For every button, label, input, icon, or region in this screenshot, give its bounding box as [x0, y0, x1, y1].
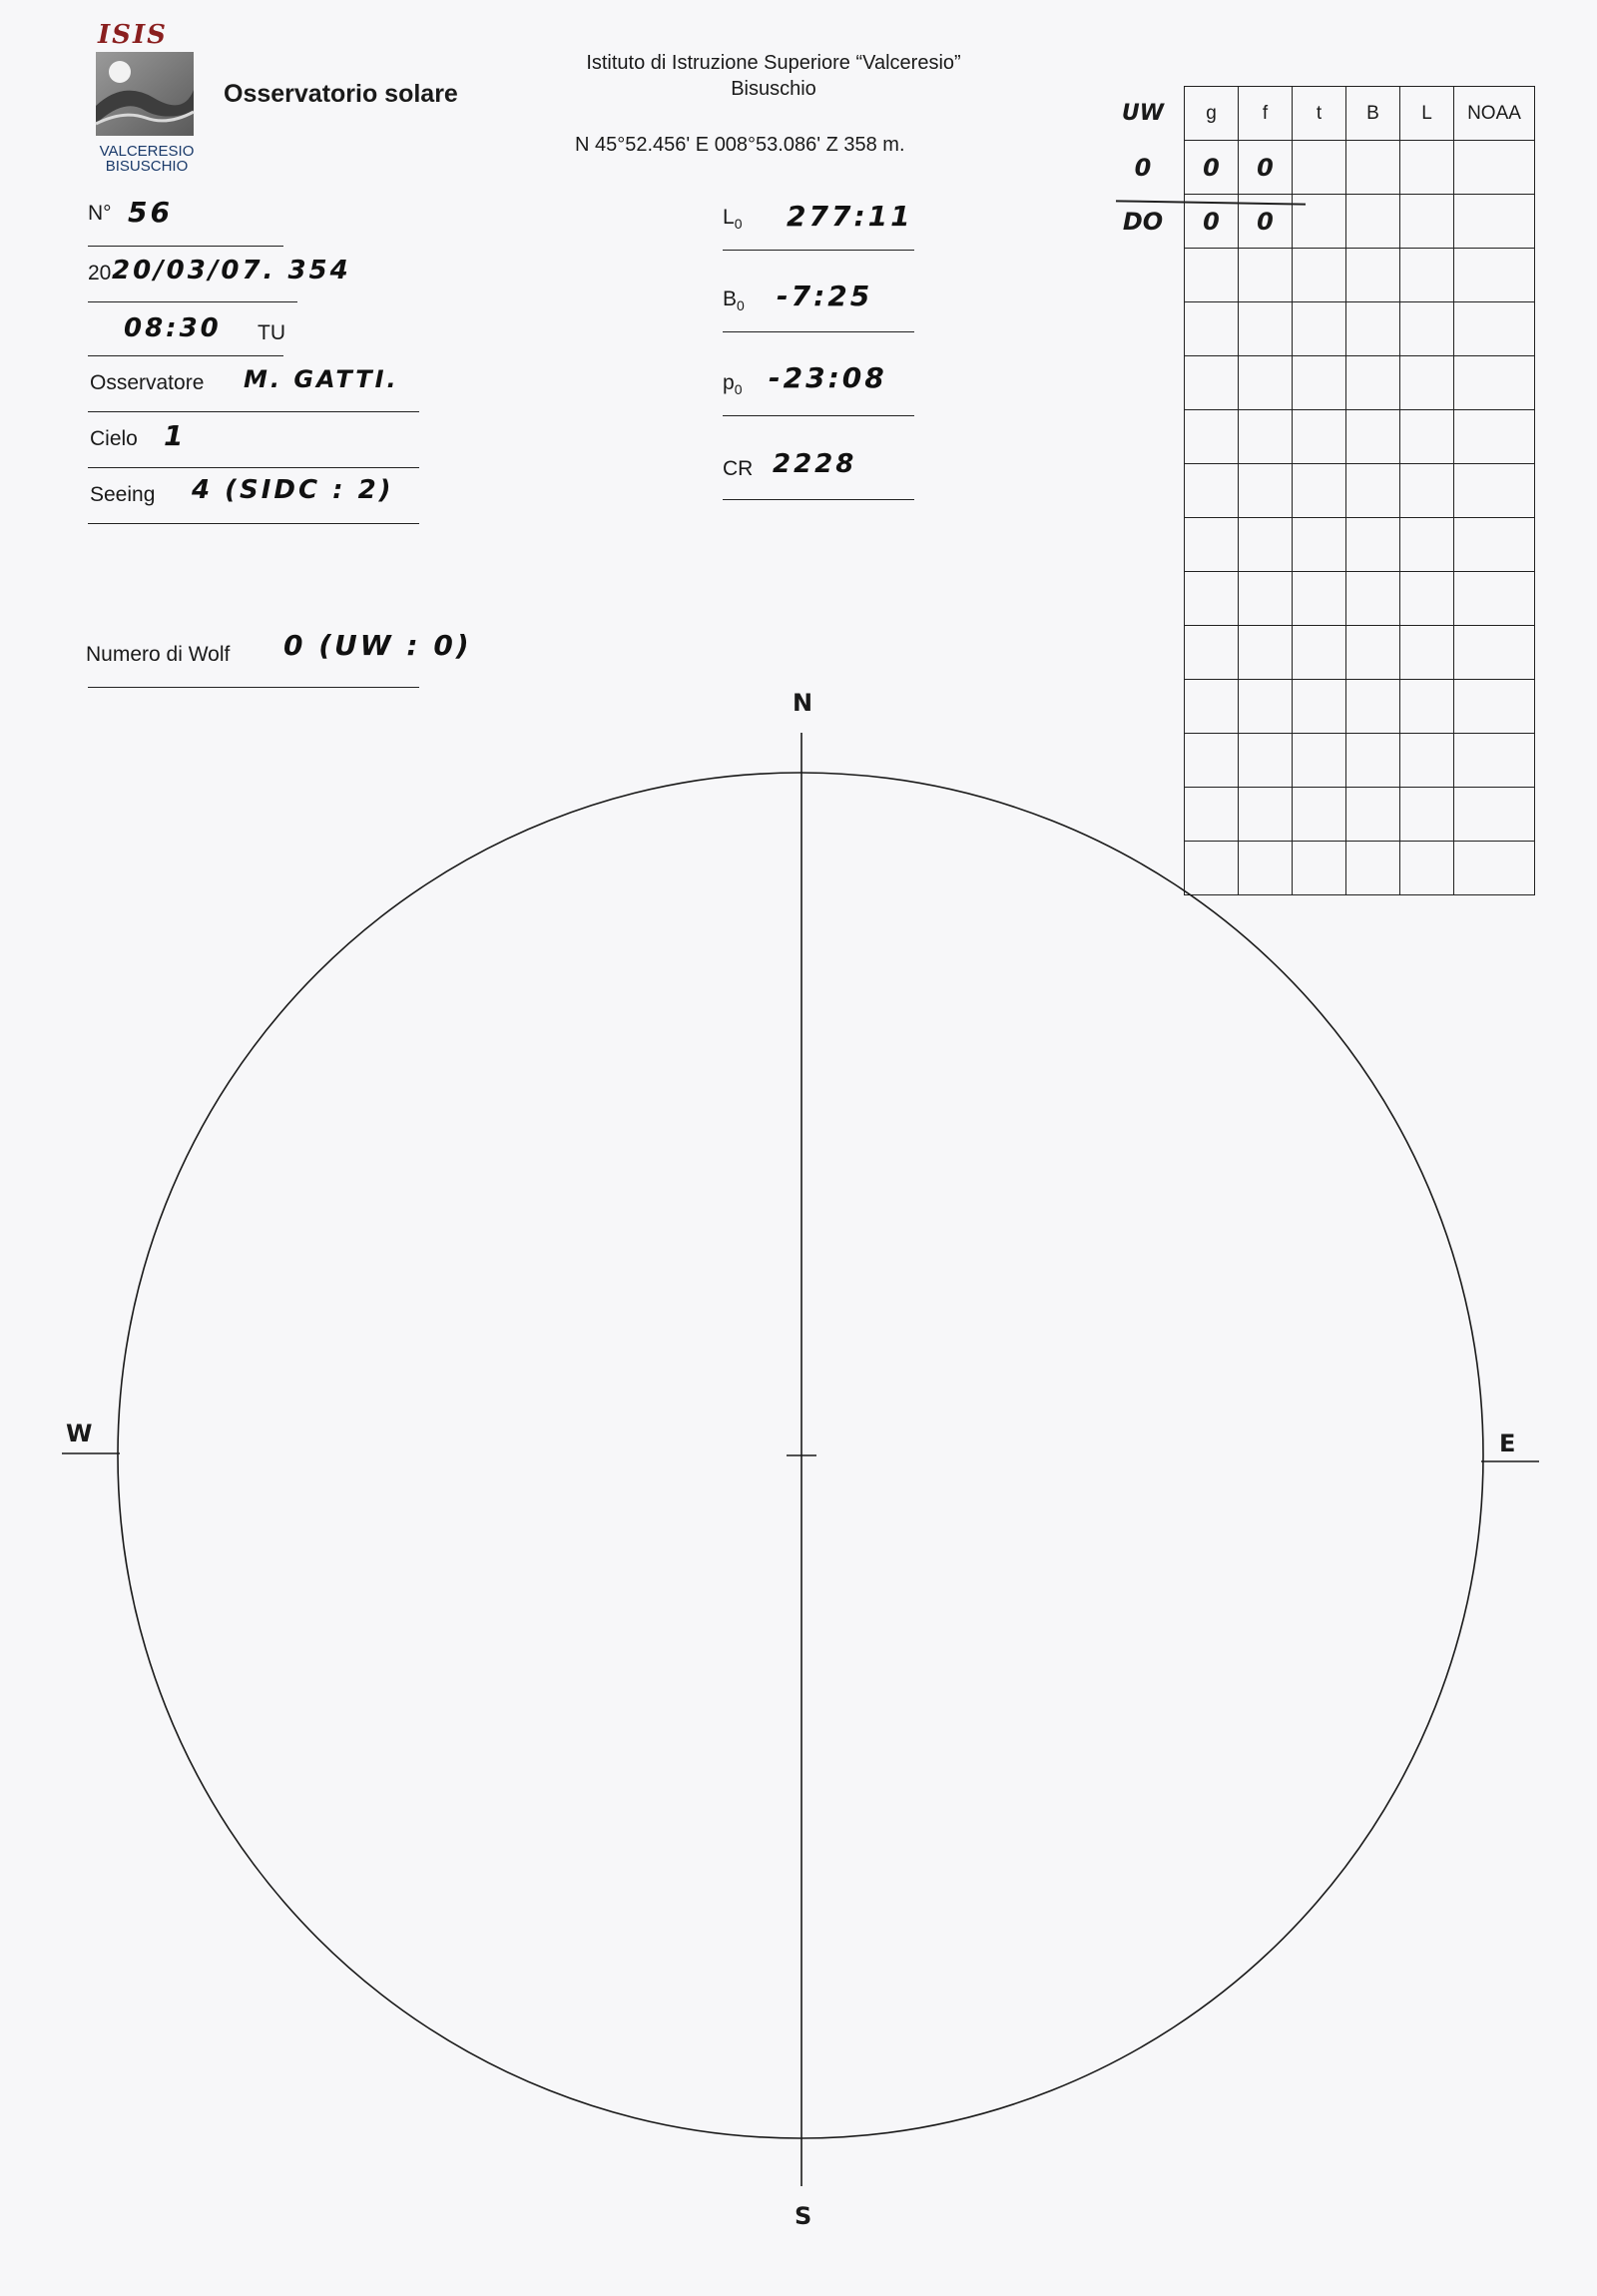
number-value: 56: [128, 196, 173, 229]
p0-value: -23:08: [769, 361, 887, 394]
cell-t: [1293, 518, 1346, 572]
cell-l: [1400, 842, 1454, 895]
cell-l: [1400, 141, 1454, 195]
north-label: N: [793, 689, 813, 717]
cr-label: CR: [723, 457, 754, 480]
sky-underline: [88, 467, 419, 468]
header-noaa: NOAA: [1454, 87, 1535, 141]
table-row: [1102, 842, 1535, 895]
l0-letter: L: [723, 206, 735, 229]
logo-caption-2: BISUSCHIO: [105, 158, 189, 175]
cell-l: [1400, 572, 1454, 626]
cell-g: [1185, 356, 1239, 410]
cell-f: [1239, 518, 1293, 572]
cell-b: [1346, 464, 1400, 518]
p0-subscript: 0: [734, 381, 743, 398]
l0-value: 277:11: [787, 200, 913, 233]
cell-l: [1400, 626, 1454, 680]
table-row: [1102, 141, 1535, 195]
cell-b: [1346, 302, 1400, 356]
cell-b: [1346, 141, 1400, 195]
cell-f: [1239, 842, 1293, 895]
cell-uw: DO: [1122, 207, 1164, 236]
institute-name: Istituto di Istruzione Superiore “Valceresio”: [586, 52, 961, 74]
seeing-label: Seeing: [90, 483, 156, 506]
table-row: [1102, 734, 1535, 788]
observer-underline: [88, 411, 419, 412]
west-label: W: [66, 1420, 93, 1447]
cell-g: [1185, 518, 1239, 572]
cell-l: [1400, 356, 1454, 410]
l0-underline: [723, 250, 914, 251]
table-row: [1102, 572, 1535, 626]
time-underline: [88, 355, 283, 356]
date-underline: [88, 301, 297, 302]
table-row: [1102, 464, 1535, 518]
cell-f: [1239, 572, 1293, 626]
b0-letter: B: [723, 287, 738, 310]
cell-g: 0: [1185, 141, 1239, 195]
seeing-value: 4 (SIDC : 2): [192, 475, 394, 505]
cell-noaa: [1454, 302, 1535, 356]
cell-g: [1185, 572, 1239, 626]
cell-f: 0: [1239, 141, 1293, 195]
b0-value: -7:25: [777, 280, 873, 312]
cell-t: [1293, 680, 1346, 734]
table-row: [1102, 302, 1535, 356]
cell-t: [1293, 842, 1346, 895]
cell-noaa: [1454, 518, 1535, 572]
cell-b: [1346, 356, 1400, 410]
sky-label: Cielo: [90, 427, 138, 450]
cell-noaa: [1454, 356, 1535, 410]
logo-top-text: ISIS: [98, 20, 168, 50]
cell-noaa: [1454, 788, 1535, 842]
cell-g: [1185, 788, 1239, 842]
time-value: 08:30: [124, 313, 222, 343]
cell-uw: [1102, 410, 1185, 464]
header-f: f: [1239, 87, 1293, 141]
observation-table: [1102, 86, 1535, 895]
cell-uw: [1102, 842, 1185, 895]
observatory-title: Osservatorio solare: [224, 80, 458, 108]
cell-noaa: [1454, 572, 1535, 626]
logo-caption-1: VALCERESIO: [99, 143, 195, 160]
seeing-underline: [88, 523, 419, 524]
cr-underline: [723, 499, 914, 500]
east-label: E: [1499, 1430, 1516, 1457]
cell-uw: [1102, 734, 1185, 788]
table-row: [1102, 249, 1535, 302]
cell-noaa: [1454, 464, 1535, 518]
cell-uw: [1102, 626, 1185, 680]
p0-letter: p: [723, 371, 735, 394]
cell-f: [1239, 249, 1293, 302]
cell-b: [1346, 626, 1400, 680]
sky-value: 1: [164, 419, 187, 452]
institute-heading: [539, 50, 1008, 102]
cell-noaa: [1454, 734, 1535, 788]
cell-noaa: [1454, 842, 1535, 895]
table-row: [1102, 518, 1535, 572]
cell-f: [1239, 302, 1293, 356]
cell-t: [1293, 141, 1346, 195]
wolf-value: 0 (UW : 0): [283, 629, 472, 662]
cell-g: [1185, 302, 1239, 356]
isis-logo: [92, 20, 202, 175]
cell-uw: [1102, 464, 1185, 518]
date-value: 20/03/07. 354: [112, 256, 351, 286]
time-unit: TU: [258, 321, 285, 344]
cell-t: [1293, 302, 1346, 356]
cell-g: [1185, 410, 1239, 464]
p0-label: [723, 371, 742, 397]
cell-uw: [1102, 680, 1185, 734]
solar-disk-outline: [118, 773, 1483, 2138]
cell-b: [1346, 734, 1400, 788]
table-row: [1102, 788, 1535, 842]
cell-uw: [1102, 572, 1185, 626]
cell-b: [1346, 680, 1400, 734]
cell-f: [1239, 356, 1293, 410]
cell-g: [1185, 680, 1239, 734]
date-prefix: 20: [88, 262, 112, 285]
cell-l: [1400, 680, 1454, 734]
cr-value: 2228: [773, 449, 857, 479]
table-row: [1102, 356, 1535, 410]
cell-g: [1185, 626, 1239, 680]
wolf-underline: [88, 687, 419, 688]
cell-f: [1239, 410, 1293, 464]
logo-mark: [94, 50, 198, 140]
observer-value: M. GATTI.: [244, 365, 399, 393]
cell-l: [1400, 410, 1454, 464]
cell-uw: [1102, 249, 1185, 302]
cell-l: [1400, 788, 1454, 842]
cell-t: [1293, 356, 1346, 410]
cell-t: [1293, 410, 1346, 464]
number-label: N°: [88, 202, 112, 225]
header-uw: UW: [1121, 101, 1165, 126]
b0-subscript: 0: [737, 297, 745, 314]
cell-g: [1185, 842, 1239, 895]
cell-b: [1346, 195, 1400, 249]
institute-town: Bisuschio: [731, 78, 816, 100]
cell-uw: [1102, 518, 1185, 572]
cell-g: [1185, 734, 1239, 788]
header-l: L: [1400, 87, 1454, 141]
group-count-grid: [1102, 86, 1535, 895]
cell-t: [1293, 626, 1346, 680]
cell-noaa: [1454, 410, 1535, 464]
header-t: t: [1293, 87, 1346, 141]
cell-b: [1346, 788, 1400, 842]
cell-b: [1346, 518, 1400, 572]
cell-f: [1239, 734, 1293, 788]
cell-noaa: [1454, 680, 1535, 734]
south-label: S: [795, 2202, 812, 2230]
l0-label: [723, 206, 742, 232]
table-row: [1102, 410, 1535, 464]
cell-t: [1293, 734, 1346, 788]
table-row: [1102, 626, 1535, 680]
observer-label: Osservatore: [90, 371, 205, 394]
cell-b: [1346, 249, 1400, 302]
table-header-row: [1102, 87, 1535, 141]
cell-f: [1239, 626, 1293, 680]
coordinates: N 45°52.456' E 008°53.086' Z 358 m.: [575, 134, 905, 156]
cell-l: [1400, 195, 1454, 249]
cell-f: [1239, 464, 1293, 518]
cell-f: [1239, 788, 1293, 842]
number-underline: [88, 246, 283, 247]
cell-t: [1293, 788, 1346, 842]
p0-underline: [723, 415, 914, 416]
cell-uw: [1102, 788, 1185, 842]
cell-uw: 0: [1134, 153, 1152, 182]
cell-g: [1185, 464, 1239, 518]
cell-l: [1400, 734, 1454, 788]
cell-b: [1346, 842, 1400, 895]
cell-uw: [1102, 356, 1185, 410]
cell-l: [1400, 302, 1454, 356]
cell-b: [1346, 410, 1400, 464]
cell-noaa: [1454, 626, 1535, 680]
header-b: B: [1346, 87, 1400, 141]
cell-t: [1293, 249, 1346, 302]
cell-b: [1346, 572, 1400, 626]
wolf-label: Numero di Wolf: [86, 643, 231, 666]
table-row: [1102, 680, 1535, 734]
cell-g: [1185, 249, 1239, 302]
cell-g: 0: [1185, 195, 1239, 249]
cell-noaa: [1454, 141, 1535, 195]
cell-f: 0: [1239, 195, 1293, 249]
cell-t: [1293, 572, 1346, 626]
cell-l: [1400, 518, 1454, 572]
cell-l: [1400, 249, 1454, 302]
header-g: g: [1185, 87, 1239, 141]
cell-noaa: [1454, 249, 1535, 302]
cell-f: [1239, 680, 1293, 734]
cell-noaa: [1454, 195, 1535, 249]
b0-underline: [723, 331, 914, 332]
cell-l: [1400, 464, 1454, 518]
cell-uw: [1102, 302, 1185, 356]
b0-label: [723, 287, 745, 313]
cell-t: [1293, 464, 1346, 518]
l0-subscript: 0: [734, 216, 743, 233]
